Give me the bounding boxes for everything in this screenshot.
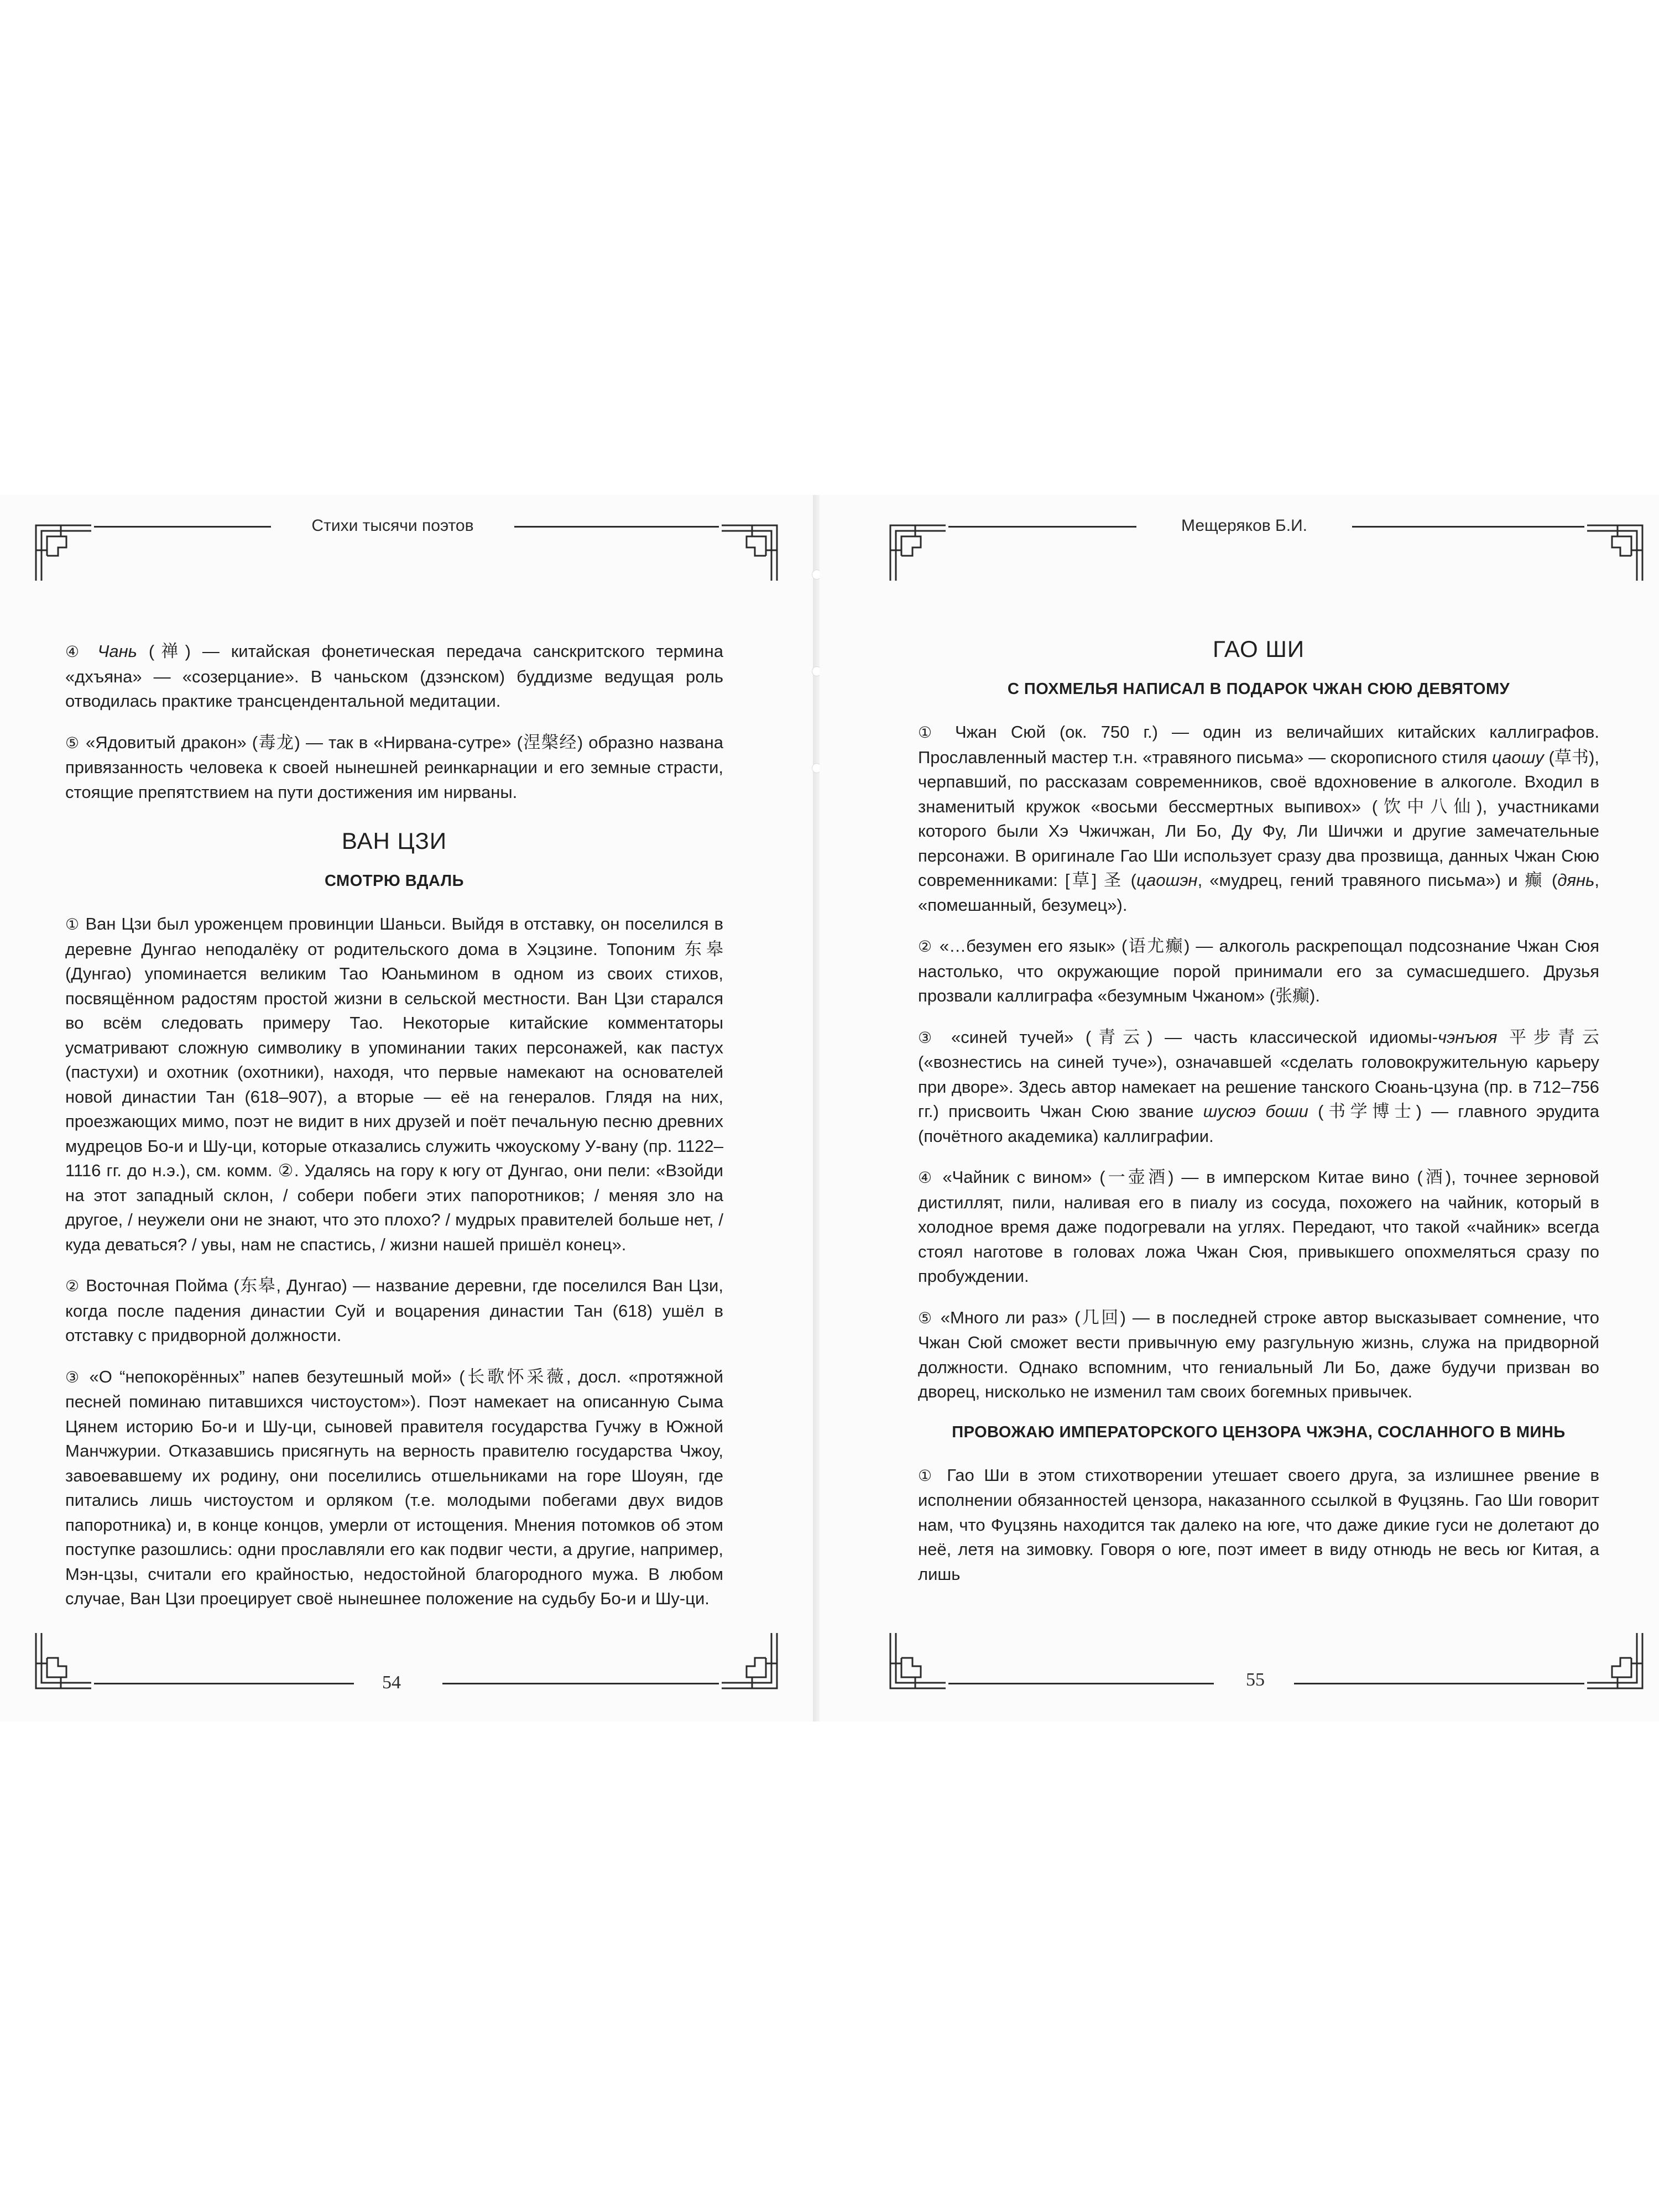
ornament-corner-icon — [888, 523, 948, 583]
ornament-corner-icon — [888, 1630, 948, 1691]
note-text: (禅) — китайская фонетическая передача санскритского термина «дхъяна» — «созерцание». В чаньском (дзэнском) буддизме ведущая роль отводилась практике трансцендентальной медитации. — [65, 641, 723, 711]
note-text: Ван Цзи был уроженцем провинции Шаньси. Выйдя в отставку, он поселился в деревне Дунгао неподалёку от родительского дома в Хэцзине. Топоним 东皋 (Дунгао) упоминается великим Тао Юаньмином в одном из своих стихов, посвящённом радостям простой жизни в сельской местности. Ван Цзи старался во всём следовать примеру Тао. Некоторые китайские комментаторы усматривают сложную символику в упоминании таких персонажей, как пастух (пастухи) и охотник (охотники), находя, что первые намекают на основателей новой династии Тан (618–907), а вторые — её на генералов. Глядя на них, проезжающих мимо, поэт не видит в них друзей и поёт печальную песню древних мудрецов Бо-и и Шу-ци, которые отказались служить чжоускому У-вану (пр. 1122–1116 гг. до н.э.), см. комм. ②. Удалясь на гору к югу от Дунгао, они пели: «Взойди на этот западный склон, / собери побеги этих папоротников; / меняя зло на другое, / неужели они не знают, что это плохо? / мудрых правителей больше нет, / куда деваться? / увы, нам не спастись, / жизни нашей пришёл конец». — [65, 914, 723, 1254]
note-marker: ② — [65, 1277, 86, 1295]
notes-list — [918, 720, 1599, 1405]
running-title: Стихи тысячи поэтов — [311, 517, 474, 535]
italic-term: дянь — [1557, 870, 1595, 890]
note-text: Чжан Сюй (ок. 750 г.) — один из величайших китайских каллиграфов. Прославленный мастер т.н. «травяного письма» — скорописного стиля — [918, 722, 1599, 767]
notes-list — [65, 912, 723, 1611]
header-rule — [94, 526, 271, 528]
header-rule — [514, 526, 719, 528]
note-text: «Чайник с вином» (一壶酒) — в имперском Китае вино (酒), точнее зерновой дистиллят, пили, наливая его в пиалу из сосуда, похожего на чайник, который в холодное время даже подогревали на углях. Передают, что такой «чайник» всегда стоял наготове в головах ложа Чжан Сюя, привыкшего опохмеляться сразу по пробуждении. — [918, 1167, 1600, 1286]
ornament-corner-icon — [1584, 1630, 1645, 1691]
note-paragraph — [918, 934, 1599, 1009]
italic-term: цаошэн — [1136, 870, 1198, 890]
ornament-corner-icon — [33, 523, 94, 583]
italic-term: Чань — [97, 641, 137, 661]
note-text: «О “непокорённых” напев безутешный мой» (长歌怀采薇, досл. «протяжной песней поминаю питавшихся чистоустом»). Поэт намекает на описанную Сыма Цянем историю Бо-и и Шу-ци, сыновей правителя государства Гучжу в Южной Манчжурии. Отказавшись присягнуть на верность правителю государства Чжоу, завоевавшему их родину, они поселились отшельниками на горе Шоуян, где питались лишь чистоустом и орляком (т.е. молодыми побегами двух видов папоротника) и, в конце концов, умерли от истощения. Мнения потомков об этом поступке разошлись: одни прославляли его как подвиг чести, а другие, например, Мэн-цзы, считали его крайностью, недостойной благородного мужа. В любом случае, Ван Цзи проецирует своё нынешнее положение на судьбу Бо-и и Шу-ци. — [65, 1366, 723, 1608]
note-text: «синей тучей» (青云) — часть классической идиомы- — [951, 1027, 1438, 1047]
right-page-body — [918, 613, 1599, 1603]
italic-term: чэнъюя — [1437, 1027, 1498, 1047]
note-paragraph — [65, 639, 723, 714]
note-text: «…безумен его язык» (语尤癫) — алкоголь раскрепощал подсознание Чжан Сюя настолько, что окружающие порой принимали его за сумасшедшего. Друзья прозвали каллиграфа «безумным Чжаном» (张癫). — [918, 936, 1599, 1005]
italic-term: шусюэ боши — [1203, 1102, 1308, 1121]
page-number: 54 — [382, 1672, 401, 1693]
note-paragraph — [65, 731, 723, 805]
note-paragraph — [65, 1274, 723, 1348]
note-text: «Ядовитый дракон» (毒龙) — так в «Нирвана-сутре» (涅槃经) образно названа привязанность человека к своей нынешней реинкарнации и его земные страсти, стоящие препятствием на пути достижения им нирваны. — [65, 732, 723, 802]
note-marker: ① — [918, 723, 955, 742]
note-marker: ⑤ — [65, 733, 86, 752]
note-text: (书学博士) — главного эрудита (почётного академика) каллиграфии. — [918, 1102, 1599, 1146]
note-marker: ④ — [918, 1168, 943, 1187]
running-title: Мещеряков Б.И. — [1181, 517, 1307, 535]
header-rule — [1352, 526, 1584, 528]
note-marker: ③ — [65, 1368, 90, 1386]
note-marker: ⑤ — [918, 1308, 941, 1327]
footer-rule — [442, 1683, 719, 1684]
note-text: Восточная Пойма (东皋, Дунгао) — название деревни, где поселился Ван Цзи, когда после падения династии Суй и воцарения династии Тан (618) ушёл в отставку с придворной должности. — [65, 1276, 723, 1345]
italic-term: цаошу — [1492, 747, 1544, 767]
note-marker: ① — [65, 915, 86, 933]
author-heading: ВАН ЦЗИ — [341, 828, 447, 854]
ornament-corner-icon — [719, 523, 780, 583]
book-gutter — [813, 495, 820, 1721]
note-paragraph — [918, 1306, 1599, 1405]
note-text: «Много ли раз» (几回) — в последней строке автор высказывает сомнение, что Чжан Сюй сможет вести привычную ему разгульную жизнь, служа на придворной должности. Однако вспомним, что гениальный Ли Бо, даже будучи призван во дворец, нисколько не изменил там своих богемных привычек. — [918, 1307, 1599, 1401]
note-marker: ① — [918, 1466, 947, 1485]
poem-title: ПРОВОЖАЮ ИМПЕРАТОРСКОГО ЦЕНЗОРА ЧЖЭНА, СОСЛАННОГО В МИНЬ — [952, 1423, 1566, 1441]
note-paragraph — [65, 912, 723, 1257]
ornament-corner-icon — [719, 1630, 780, 1691]
left-page-body — [65, 639, 723, 1628]
note-text: (草书), черпавший, по рассказам современников, своё вдохновение в алкоголе. Входил в знаменитый кружок «восьми бессмертных выпивох» (饮中八仙), участниками которого были Хэ Чжичжан, Ли Бо, Ду Фу, Ли Шичжи и другие замечательные персонажи. В оригинале Гао Ши использует сразу два прозвища, данных Чжан Сюю современниками: [草] 圣 ( — [918, 747, 1600, 890]
footer-rule — [1294, 1683, 1584, 1684]
note-paragraph — [918, 1165, 1599, 1289]
note-marker: ④ — [65, 643, 98, 661]
ornament-corner-icon — [33, 1630, 94, 1691]
ornament-corner-icon — [1584, 523, 1645, 583]
poem-title: СМОТРЮ ВДАЛЬ — [324, 872, 464, 890]
footer-rule — [948, 1683, 1214, 1684]
note-paragraph — [65, 1365, 723, 1611]
note-text: Гао Ши в этом стихотворении утешает своего друга, за излишнее рвение в исполнении обязанностей цензора, наказанного ссылкой в Фуцзянь. Гао Ши говорит нам, что Фуцзянь находится так далеко на юге, что даже дикие гуси не долетают до неё, летя на зимовку. Говоря о юге, поэт имеет в виду отнюдь не весь юг Китая, а лишь — [918, 1465, 1599, 1584]
note-text: 平步青云 («вознестись на синей туче»), означавшей «сделать головокружительную карьеру при дворе». Здесь автор намекает на решение танского Сюань-цзуна (пр. в 712–756 гг.) присвоить Чжан Сюю звание — [918, 1027, 1599, 1121]
note-paragraph — [918, 1025, 1599, 1149]
poem-title: С ПОХМЕЛЬЯ НАПИСАЛ В ПОДАРОК ЧЖАН СЮЮ ДЕВЯТОМУ — [1007, 680, 1510, 698]
page-number: 55 — [1246, 1670, 1265, 1690]
note-text: , «мудрец, гений травяного письма») и 癫 ( — [1197, 870, 1558, 890]
author-heading: ГАО ШИ — [1212, 636, 1305, 662]
note-paragraph — [918, 720, 1599, 917]
note-text: , «помешанный, безумец»). — [918, 870, 1600, 915]
note-marker: ② — [918, 937, 940, 956]
notes-list — [65, 639, 723, 805]
note-paragraph — [918, 1463, 1599, 1587]
notes-list — [918, 1463, 1599, 1587]
header-rule — [948, 526, 1136, 528]
footer-rule — [94, 1683, 354, 1684]
note-marker: ③ — [918, 1028, 951, 1047]
